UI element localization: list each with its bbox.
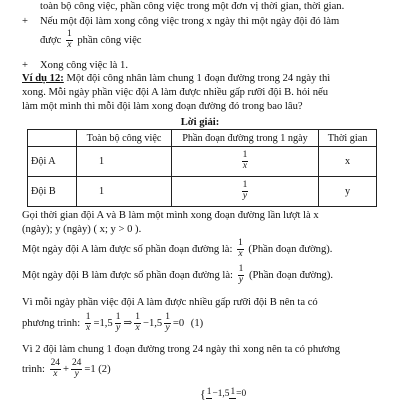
fraction-1-over-x	[242, 151, 249, 172]
table-cell-total: 1	[77, 147, 172, 177]
solution-title: Lời giải:	[180, 117, 220, 128]
table-cell-team: Đội B	[28, 177, 77, 207]
example-label: Ví dụ 12:	[22, 73, 64, 84]
paragraph-2-text: Một ngày đội A làm được số phần đoạn đường là:	[22, 243, 233, 255]
paragraph-3	[22, 265, 333, 286]
text-line-3-a: được	[40, 34, 62, 46]
table-cell-total: 1	[77, 177, 172, 207]
equation-system-partial: { 1 −1,5 1 =0	[200, 387, 247, 401]
table-cell-time: y	[319, 177, 377, 207]
fraction-denominator: x	[238, 248, 243, 259]
paragraph-1-line-1: Gọi thời gian đội A và B làm một mình xong đoạn đường lần lượt là x	[22, 210, 319, 221]
fraction-1-over-y	[238, 265, 245, 286]
text-line-3-b: phần công việc	[77, 34, 142, 46]
fraction-denominator: x	[242, 161, 248, 171]
paragraph-3-text: Một ngày đội B làm được số phần đoạn đường là:	[22, 269, 233, 281]
text-line-2: Nếu một đội làm xong công việc trong x ngày thì một ngày đội đó làm	[40, 16, 340, 27]
equation-1-label: (1)	[190, 317, 204, 329]
bullet-plus-icon: +	[22, 60, 28, 71]
table-cell-time: x	[319, 147, 377, 177]
fraction-numerator: 1	[242, 150, 248, 161]
paragraph-2-unit: (Phần đoạn đường).	[248, 243, 333, 255]
fraction-1-over-y	[242, 181, 249, 202]
paragraph-5-line-1: Vì 2 đội làm chung 1 đoạn đường trong 24 ngày thì xong nên ta có phương	[22, 344, 341, 355]
text-line-1: toàn bộ công việc, phần công việc trong một đơn vị thời gian, thời gian.	[40, 1, 345, 12]
table-header-row	[28, 130, 377, 147]
fraction-numerator: 1	[238, 264, 244, 274]
paragraph-5-label: trình:	[22, 363, 45, 375]
paragraph-4-line-2	[22, 313, 203, 334]
table-cell-team: Đội A	[28, 147, 77, 177]
paragraph-2	[22, 239, 332, 260]
table-cell-fraction	[172, 177, 319, 207]
fraction-numerator: 1	[67, 29, 72, 39]
fraction-denominator: y	[238, 274, 244, 285]
fraction-numerator: 1	[242, 180, 248, 191]
equation-2: $\frac{24}{x}$ + $\frac{24}{y}$ =1	[50, 358, 99, 379]
table-header-cell	[28, 130, 77, 147]
paragraph-5-line-2	[22, 359, 111, 380]
table-header-cell: Toàn bộ công việc	[77, 130, 172, 147]
table-row	[28, 177, 377, 207]
paragraph-4-line-1: Vì mỗi ngày phần việc đội A làm được nhiều gấp rưỡi đội B nên ta có	[22, 297, 318, 308]
example-line-3: làm một mình thì mỗi đội làm xong đoạn đường đó trong bao lâu?	[22, 101, 303, 112]
table-header-cell: Phần đoạn đường trong 1 ngày	[172, 130, 319, 147]
data-table	[27, 129, 377, 207]
example-text-1: Một đội công nhân làm chung 1 đoạn đường trong 24 ngày thì	[63, 73, 331, 84]
fraction-denominator: y	[242, 191, 248, 201]
text-line-3	[40, 30, 141, 51]
fraction-numerator: 1	[238, 238, 243, 248]
text-line-4: Xong công việc là 1.	[40, 60, 128, 71]
equation-2-label: (2)	[98, 363, 111, 375]
table-cell-fraction	[172, 147, 319, 177]
fraction-denominator: x	[67, 39, 72, 50]
fraction-1-over-x	[66, 30, 73, 51]
bullet-plus-icon: +	[22, 16, 28, 27]
table-row	[28, 147, 377, 177]
paragraph-4-label: phương trình:	[22, 317, 81, 329]
example-line-1	[22, 73, 330, 85]
example-line-2: xong. Mỗi ngày phần việc đội A làm được nhiều gấp rưỡi đội B. hỏi nếu	[22, 87, 329, 98]
paragraph-1-line-2: (ngày); y (ngày) ( x; y > 0 ).	[22, 224, 142, 235]
fraction-1-over-x	[237, 239, 244, 260]
table-header-cell: Thời gian	[319, 130, 377, 147]
paragraph-3-unit: (Phần đoạn đường).	[249, 269, 334, 281]
equation-1: $\frac{1}{x}$ =1,5 $\frac{1}{y}$ ⇒ $\frac{1}{x}$ −1,5 $\frac{1}{y}$ =0	[85, 312, 187, 333]
